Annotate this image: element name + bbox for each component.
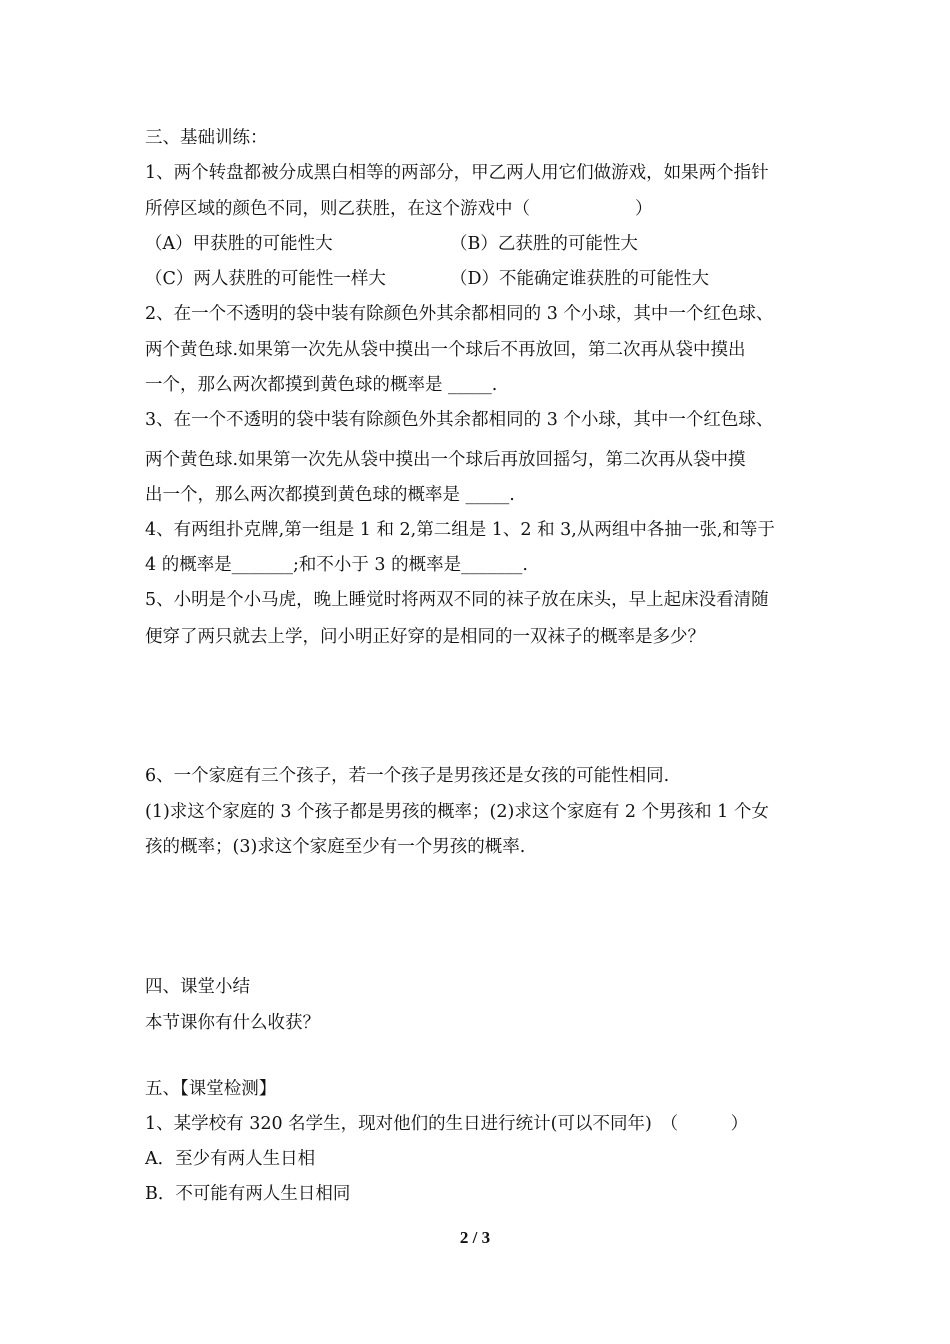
q2-line-3: 一个，那么两次都摸到黄色球的概率是 _____.	[145, 375, 498, 395]
q1-line-1: 1、两个转盘都被分成黑白相等的两部分，甲乙两人用它们做游戏，如果两个指针	[145, 163, 769, 183]
q1-option-b: （B）乙获胜的可能性大	[450, 234, 638, 254]
section-5-title: 五、【课堂检测】	[145, 1079, 277, 1099]
q1-line-2: 所停区域的颜色不同，则乙获胜，在这个游戏中（ ）	[145, 199, 653, 219]
q6-line-2: (1)求这个家庭的 3 个孩子都是男孩的概率；(2)求这个家庭有 2 个男孩和 1 个女	[145, 802, 769, 822]
q5-line-2: 便穿了两只就去上学，问小明正好穿的是相同的一双袜子的概率是多少？	[145, 627, 705, 647]
q2-line-2: 两个黄色球.如果第一次先从袋中摸出一个球后不再放回，第二次再从袋中摸出	[145, 340, 746, 360]
q1-option-d: （D）不能确定谁获胜的可能性大	[450, 269, 710, 289]
section-4-title: 四、课堂小结	[145, 977, 250, 997]
check1-line-1: 1、某学校有 320 名学生，现对他们的生日进行统计(可以不同年) （ ）	[145, 1114, 749, 1134]
page-number: 2 / 3	[459, 1228, 491, 1247]
check1-option-a: A．至少有两人生日相	[145, 1149, 316, 1169]
q3-line-2: 两个黄色球.如果第一次先从袋中摸出一个球后再放回摇匀，第二次再从袋中摸	[145, 450, 746, 470]
q4-line-1: 4、有两组扑克牌,第一组是 1 和 2,第二组是 1、2 和 3,从两组中各抽一张,和等于	[145, 520, 775, 540]
q6-line-1: 6、一个家庭有三个孩子，若一个孩子是男孩还是女孩的可能性相同.	[145, 766, 670, 786]
q1-option-c: （C）两人获胜的可能性一样大	[145, 269, 386, 289]
section-4-prompt: 本节课你有什么收获？	[145, 1013, 320, 1033]
q2-line-1: 2、在一个不透明的袋中装有除颜色外其余都相同的 3 个小球，其中一个红色球、	[145, 304, 774, 324]
q3-line-3: 出一个，那么两次都摸到黄色球的概率是 _____.	[145, 485, 515, 505]
section-3-title: 三、基础训练：	[145, 128, 268, 148]
q4-line-2: 4 的概率是_______;和不小于 3 的概率是_______.	[145, 555, 528, 575]
q3-line-1: 3、在一个不透明的袋中装有除颜色外其余都相同的 3 个小球，其中一个红色球、	[145, 410, 774, 430]
q6-line-3: 孩的概率；(3)求这个家庭至少有一个男孩的概率.	[145, 837, 526, 857]
q5-line-1: 5、小明是个小马虎，晚上睡觉时将两双不同的袜子放在床头，早上起床没看清随	[145, 590, 769, 610]
check1-option-b: B．不可能有两人生日相同	[145, 1184, 351, 1204]
q1-option-a: （A）甲获胜的可能性大	[145, 234, 333, 254]
